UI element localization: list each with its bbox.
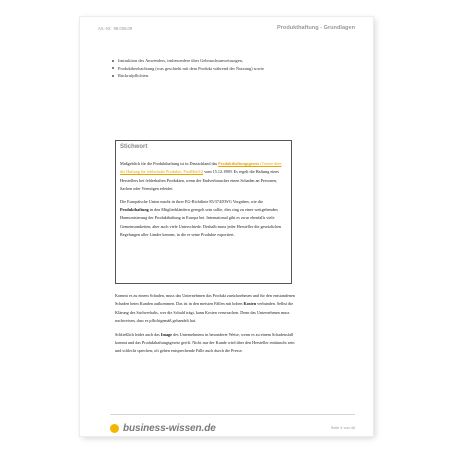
law-link[interactable]: Produkthaftungsgesetz [218,161,260,166]
text-span: Maßgeblich für die Produkthaftung ist in Deutschland das [120,161,219,166]
text-span: des Unternehmens in besonderer Weise, wenn es zu einem Schadensfall kommt und das Produkthaftungsgesetz greift. Nicht nur der Kunde wird über den Hersteller enttäuscht sein und schlecht sprechen; oft gehen entsprechende Fälle auch durch die Presse. [115,331,295,354]
text-span: Schließlich leidet auch das [115,331,161,337]
text-span: verbunden. Selbst die Klärung des Sachverhalts, wer die Schuld trägt, kann Kosten verursachen. Denn das Unternehmen muss nachweisen, dass es pflichtgemäß gehandelt hat. [115,301,294,324]
paragraph [115,292,300,326]
text-span: vom 15.12.1989. Es regelt die Haftung eines Herstellers bei fehlerhaften Produkten, wenn der Endverbraucher einen Schaden an Personen, Sachen oder Vermögen erleidet. [120,169,279,192]
box-paragraph [120,198,285,240]
box-body [120,160,285,244]
text-span: Die Europäische Union macht in ihrer EG-Richtlinie 85/374/EWG Vorgaben, wie die [120,198,263,204]
text-span: in den Mitgliedsländern geregelt sein sollte, dies ring zu einer weitgehenden Harmonisierung der Produkthaftung in Europa bei. International gibt es zwar ebenfalls viele Gemeinsamkeiten, aber auch viele Unterschiede. Deshalb muss jeder Hersteller die gesetzlichen Regelungen aller Länder kennen, in die er seine Produkte exportiert. [120,207,282,238]
list-item: Instruktion des Anwenders, insbesondere über Gebrauchsanweisungen, [118,57,308,65]
page-number: Seite 4 von 46 [330,426,355,430]
stichwort-box [115,140,292,284]
box-title: Stichwort [120,144,148,150]
document-page [80,17,373,436]
text-span: Kommt es zu einem Schaden, muss das Unternehmen das Produkt zurücknehmen und für den entstandenen Schaden beim Kunden aufkommen. Das ist in den meisten Fällen mit hohen [115,293,295,307]
page-header [98,26,355,34]
bold-term: Kosten [243,301,257,307]
paragraph [115,331,300,356]
list-item: Rückrufpflichten. [118,72,308,80]
footer-logo[interactable] [110,421,216,435]
body-text [115,292,300,361]
list-item: Produktbeobachtung (was geschieht mit dem Produkt während der Nutzung) sowie [118,65,308,73]
bold-term: Image [160,331,172,337]
footer-divider [110,414,355,415]
law-link-detail[interactable]: (Gesetz über die Haftung für fehlerhafte Produkte; ProdHaftG) [120,161,282,175]
bullet-list [118,57,308,80]
bold-term: Produkthaftung [120,207,149,213]
logo-dot-icon [110,424,119,433]
article-number: Art.-Nr.: 99.008.09 [98,26,133,31]
logo-text: business-wissen.de [123,422,216,434]
box-paragraph [120,160,285,194]
page-title: Produkthaftung - Grundlagen [277,25,355,31]
